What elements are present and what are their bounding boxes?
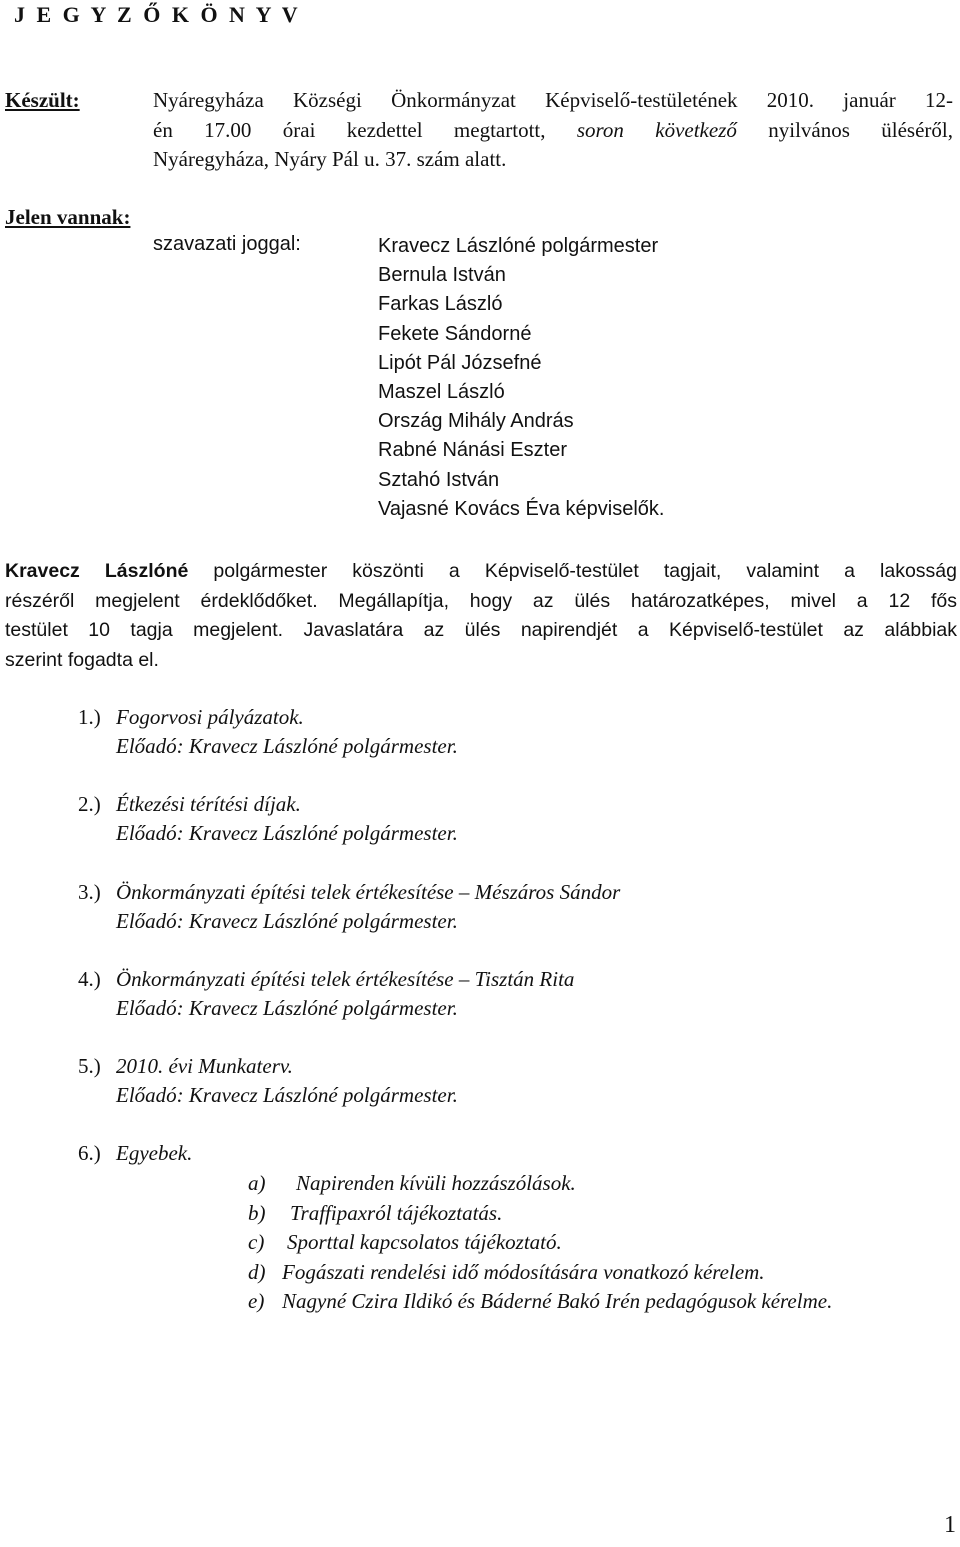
agenda-title: Étkezési térítési díjak. — [116, 792, 301, 816]
szavazati-label: szavazati joggal: — [153, 233, 301, 255]
agenda-title: Egyebek. — [116, 1141, 193, 1165]
agenda-presenter: Előadó: Kravecz Lászlóné polgármester. — [116, 821, 458, 845]
member-item: Fekete Sándorné — [378, 322, 532, 345]
egyebek-item — [248, 1228, 832, 1258]
member-item: Vajasné Kovács Éva képviselők. — [378, 497, 665, 520]
members-list — [378, 232, 664, 524]
intro-name: Kravecz Lászlóné — [5, 560, 189, 582]
keszult-label: Készült: — [5, 88, 80, 112]
egyebek-text: Napirenden kívüli hozzászólások. — [296, 1171, 576, 1195]
keszult-line-2 — [153, 116, 953, 146]
jelen-label: Jelen vannak: — [5, 205, 131, 229]
agenda-title: 2010. évi Munkaterv. — [116, 1054, 293, 1078]
intro-line-3: testület 10 tagja megjelent. Javaslatára az ülés napirendjét a Képviselő-testület az alábbiak — [5, 619, 957, 641]
agenda-title: Önkormányzati építési telek értékesítése – Mészáros Sándor — [116, 880, 621, 904]
member-item: Maszel László — [378, 381, 505, 404]
member-item: Ország Mihály András — [378, 410, 574, 433]
agenda-title: Önkormányzati építési telek értékesítése – Tisztán Rita — [116, 967, 575, 991]
egyebek-item — [248, 1287, 832, 1317]
egyebek-item — [248, 1199, 832, 1229]
keszult-text — [153, 86, 953, 175]
member-item: Bernula István — [378, 264, 506, 287]
intro-line-4: szerint fogadta el. — [5, 648, 159, 671]
page-number: 1 — [944, 1512, 956, 1538]
agenda-number: 4.) — [78, 967, 101, 991]
member-item: Sztahó István — [378, 468, 500, 491]
egyebek-letter: d) — [248, 1259, 266, 1284]
intro-line-2: részéről megjelent érdeklődőket. Megállapítja, hogy az ülés határozatképes, mivel a 12 fős — [5, 589, 957, 612]
egyebek-item — [248, 1169, 832, 1199]
intro-line-1 — [5, 557, 957, 587]
keszult-line-2-b: nyilvános üléséről, — [736, 117, 953, 142]
keszult-line-1: Nyáregyháza Községi Önkormányzat Képviselő-testületének 2010. január 12- — [153, 88, 953, 112]
egyebek-list — [248, 1169, 832, 1317]
egyebek-text: Nagyné Czira Ildikó és Báderné Bakó Irén pedagógusok kérelme. — [282, 1289, 833, 1313]
member-item: Rabné Nánási Eszter — [378, 439, 567, 462]
egyebek-text: Fogászati rendelési idő módosítására vonatkozó kérelem. — [282, 1259, 765, 1284]
agenda-title: Fogorvosi pályázatok. — [116, 705, 304, 729]
egyebek-text: Traffipaxról tájékoztatás. — [290, 1200, 503, 1225]
member-item: Kravecz Lászlóné polgármester — [378, 235, 659, 257]
agenda-number: 3.) — [78, 880, 101, 904]
member-item: Farkas László — [378, 293, 503, 316]
egyebek-letter: b) — [248, 1200, 266, 1225]
keszult-line-2-a: én 17.00 órai kezdettel megtartott, — [153, 117, 577, 142]
agenda-presenter: Előadó: Kravecz Lászlóné polgármester. — [116, 1083, 458, 1107]
agenda-item-6 — [78, 1139, 192, 1168]
agenda-item-3 — [78, 878, 620, 936]
egyebek-letter: e) — [248, 1289, 265, 1313]
agenda-presenter: Előadó: Kravecz Lászlóné polgármester. — [116, 996, 458, 1020]
egyebek-letter: c) — [248, 1230, 265, 1254]
agenda-number: 5.) — [78, 1054, 101, 1078]
egyebek-text: Sporttal kapcsolatos tájékoztató. — [287, 1230, 562, 1254]
intro-line-1-rest: polgármester köszönti a Képviselő-testület tagjait, valamint a lakosság — [188, 560, 957, 582]
agenda-item-5 — [78, 1052, 458, 1110]
agenda-number: 2.) — [78, 792, 101, 816]
member-item: Lipót Pál Józsefné — [378, 351, 542, 374]
intro-paragraph — [5, 557, 957, 675]
egyebek-letter: a) — [248, 1171, 266, 1195]
document-title: J E G Y Z Ő K Ö N Y V — [14, 2, 301, 27]
keszult-line-3: Nyáregyháza, Nyáry Pál u. 37. szám alatt. — [153, 147, 507, 171]
agenda-presenter: Előadó: Kravecz Lászlóné polgármester. — [116, 734, 458, 758]
agenda-number: 6.) — [78, 1141, 101, 1165]
agenda-number: 1.) — [78, 705, 101, 729]
agenda-presenter: Előadó: Kravecz Lászlóné polgármester. — [116, 909, 458, 933]
keszult-line-2-italic: soron következő — [576, 117, 737, 142]
agenda-item-2 — [78, 790, 458, 848]
agenda-item-4 — [78, 965, 574, 1023]
agenda-item-1 — [78, 703, 458, 761]
egyebek-item — [248, 1258, 832, 1288]
